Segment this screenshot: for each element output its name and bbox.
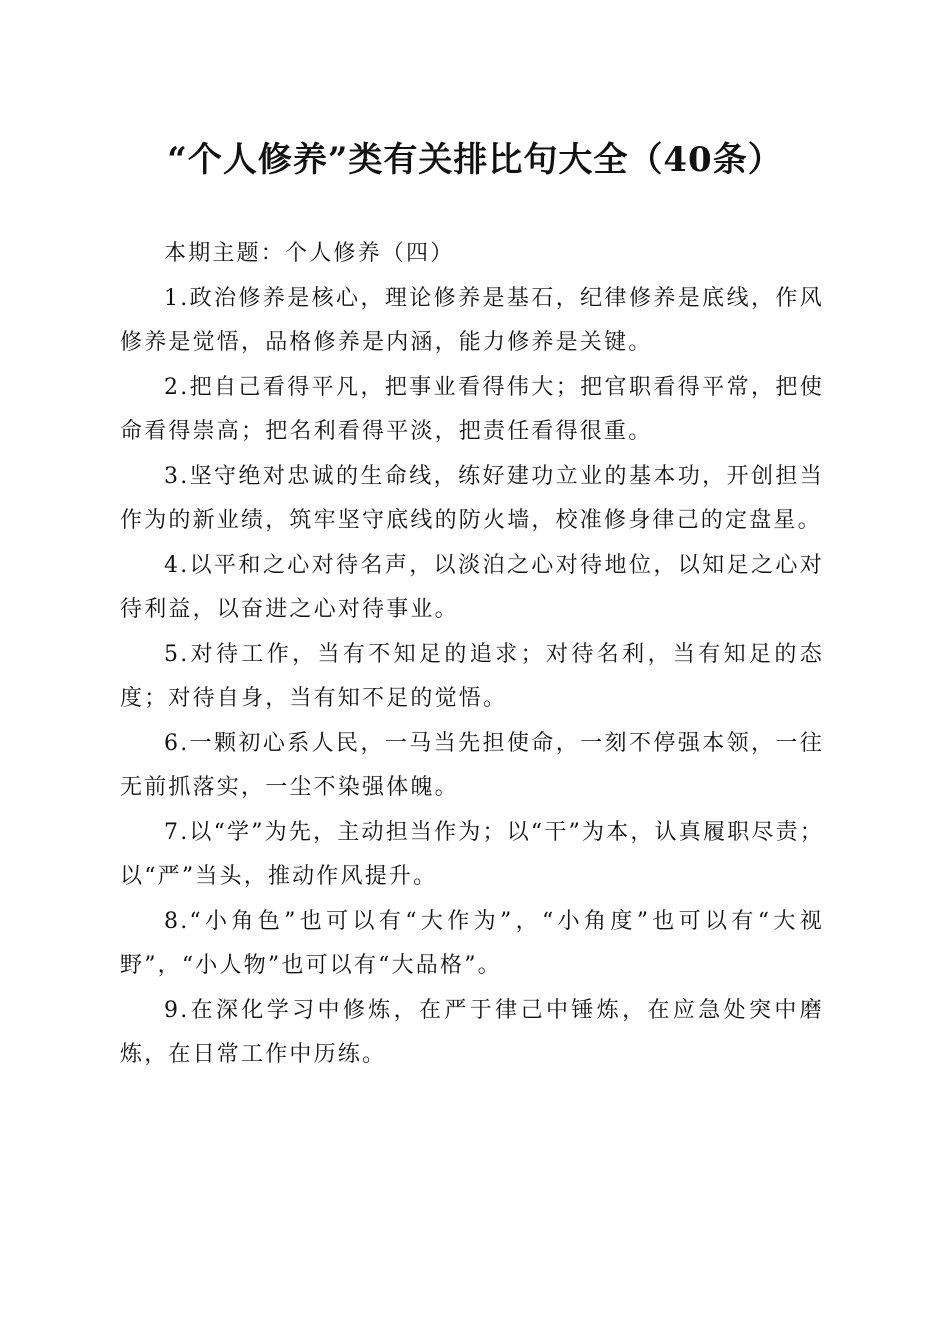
list-item: 2.把自己看得平凡，把事业看得伟大；把官职看得平常，把使命看得崇高；把名利看得平淡，把责任看得很重。 — [120, 374, 824, 444]
list-item: 9.在深化学习中修炼，在严于律己中锤炼，在应急处突中磨炼，在日常工作中历练。 — [120, 997, 824, 1067]
document-body — [120, 232, 824, 1078]
list-item: 6.一颗初心系人民，一马当先担使命，一刻不停强本领，一往无前抓落实，一尘不染强体魄。 — [120, 730, 824, 800]
list-item: 3.坚守绝对忠诚的生命线，练好建功立业的基本功，开创担当作为的新业绩，筑牢坚守底线的防火墙，校准修身律己的定盘星。 — [120, 463, 824, 533]
subtitle-line: 本期主题：个人修养（四） — [164, 241, 455, 266]
list-item: 8.“小角色”也可以有“大作为”，“小角度”也可以有“大视野”，“小人物”也可以有“大品格”。 — [120, 908, 824, 978]
document-title: “个人修养”类有关排比句大全（40条） — [167, 140, 783, 180]
list-item: 4.以平和之心对待名声，以淡泊之心对待地位，以知足之心对待利益，以奋进之心对待事业。 — [120, 552, 824, 622]
list-item: 1.政治修养是核心，理论修养是基石，纪律修养是底线，作风修养是觉悟，品格修养是内涵，能力修养是关键。 — [120, 285, 824, 355]
list-item: 5.对待工作，当有不知足的追求；对待名利，当有知足的态度；对待自身，当有知不足的觉悟。 — [120, 641, 824, 711]
list-item: 7.以“学”为先，主动担当作为；以“干”为本，认真履职尽责；以“严”当头，推动作风提升。 — [120, 819, 824, 889]
